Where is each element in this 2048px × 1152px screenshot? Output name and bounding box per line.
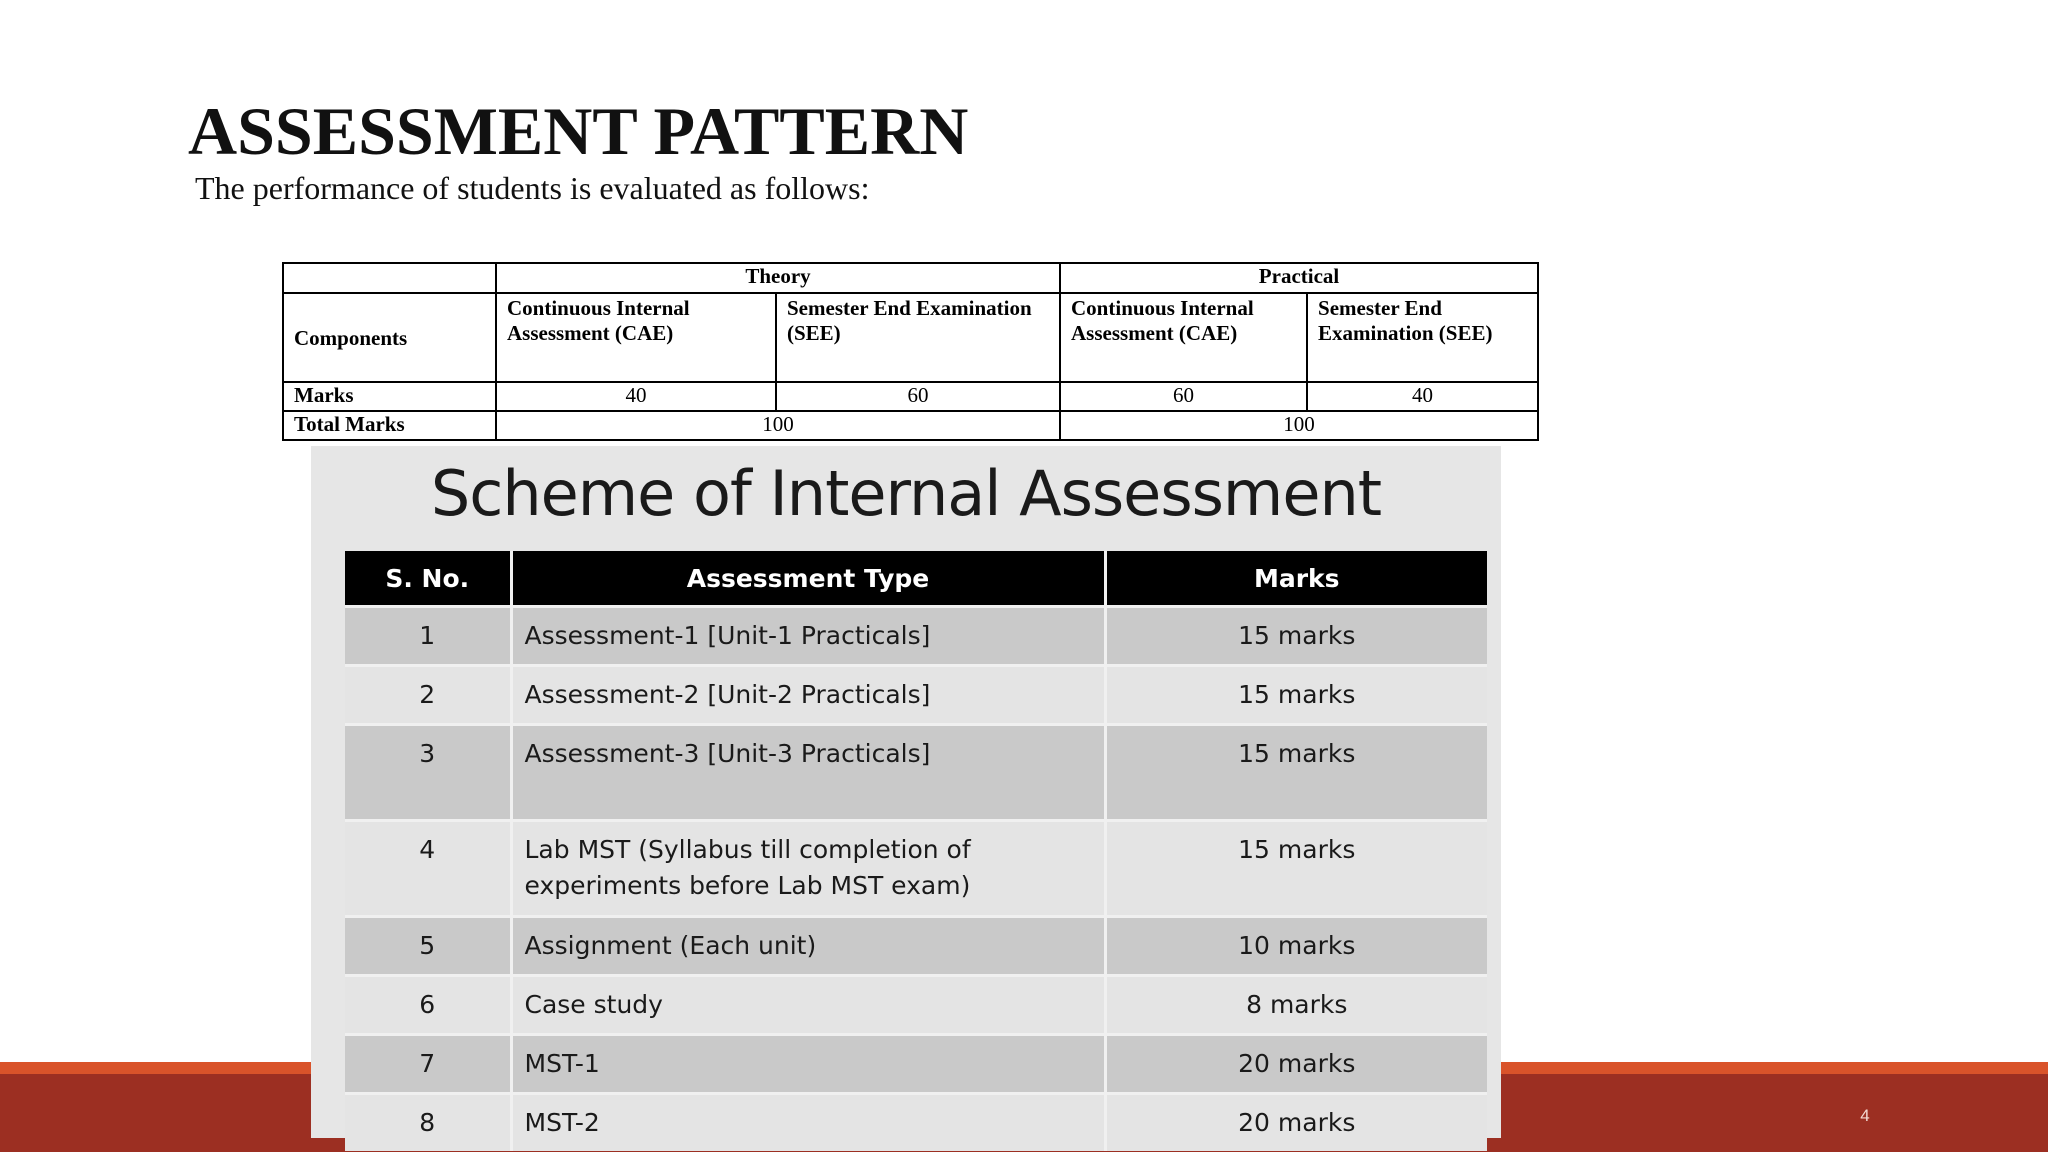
table-header-row (345, 551, 1487, 607)
row-assessment-type: Assessment-1 [Unit-1 Practicals] (511, 607, 1105, 666)
table-row (345, 1035, 1487, 1094)
table-row (345, 725, 1487, 821)
total-marks-label: Total Marks (283, 411, 496, 440)
table-row (345, 976, 1487, 1035)
row-sno: 4 (345, 821, 511, 917)
column-header-sno: S. No. (345, 551, 511, 607)
table-row (345, 917, 1487, 976)
theory-total-marks: 100 (496, 411, 1060, 440)
row-marks: 20 marks (1105, 1094, 1487, 1152)
row-marks: 15 marks (1105, 607, 1487, 666)
assessment-pattern-table (282, 262, 1539, 441)
practical-total-marks: 100 (1060, 411, 1538, 440)
column-header-type: Assessment Type (511, 551, 1105, 607)
practical-see-header: Semester End Examination (SEE) (1307, 293, 1538, 382)
row-sno: 7 (345, 1035, 511, 1094)
row-assessment-type: MST-2 (511, 1094, 1105, 1152)
page-subtitle: The performance of students is evaluated as follows: (195, 170, 870, 206)
practical-see-marks: 40 (1307, 382, 1538, 411)
internal-assessment-table (345, 551, 1487, 1151)
row-marks: 15 marks (1105, 725, 1487, 821)
table-row (283, 263, 1538, 293)
row-sno: 2 (345, 666, 511, 725)
row-marks: 20 marks (1105, 1035, 1487, 1094)
table-row (283, 293, 1538, 382)
header-theory: Theory (496, 263, 1060, 293)
table-row (345, 821, 1487, 917)
theory-cae-header: Continuous Internal Assessment (CAE) (496, 293, 776, 382)
column-header-marks: Marks (1105, 551, 1487, 607)
row-assessment-type: Case study (511, 976, 1105, 1035)
row-sno: 8 (345, 1094, 511, 1152)
row-marks: 15 marks (1105, 666, 1487, 725)
row-marks: 15 marks (1105, 821, 1487, 917)
table-row (345, 607, 1487, 666)
practical-cae-marks: 60 (1060, 382, 1307, 411)
row-assessment-type: Lab MST (Syllabus till completion of experiments before Lab MST exam) (511, 821, 1105, 917)
practical-cae-header: Continuous Internal Assessment (CAE) (1060, 293, 1307, 382)
slide-number: 4 (1860, 1106, 1870, 1125)
header-practical: Practical (1060, 263, 1538, 293)
theory-cae-marks: 40 (496, 382, 776, 411)
row-assessment-type: Assessment-2 [Unit-2 Practicals] (511, 666, 1105, 725)
internal-assessment-scheme (311, 446, 1501, 1138)
row-assessment-type: Assessment-3 [Unit-3 Practicals] (511, 725, 1105, 821)
page-title: ASSESSMENT PATTERN (188, 93, 969, 169)
theory-see-header: Semester End Examination (SEE) (776, 293, 1060, 382)
table-row (283, 411, 1538, 440)
theory-see-marks: 60 (776, 382, 1060, 411)
table-row (283, 382, 1538, 411)
row-sno: 3 (345, 725, 511, 821)
table-row (345, 1094, 1487, 1152)
row-sno: 6 (345, 976, 511, 1035)
row-marks: 10 marks (1105, 917, 1487, 976)
row-sno: 5 (345, 917, 511, 976)
scheme-title: Scheme of Internal Assessment (430, 457, 1382, 530)
marks-label: Marks (283, 382, 496, 411)
table-cell-empty (283, 263, 496, 293)
row-assessment-type: MST-1 (511, 1035, 1105, 1094)
row-sno: 1 (345, 607, 511, 666)
components-label: Components (283, 293, 496, 382)
row-assessment-type: Assignment (Each unit) (511, 917, 1105, 976)
row-marks: 8 marks (1105, 976, 1487, 1035)
table-row (345, 666, 1487, 725)
